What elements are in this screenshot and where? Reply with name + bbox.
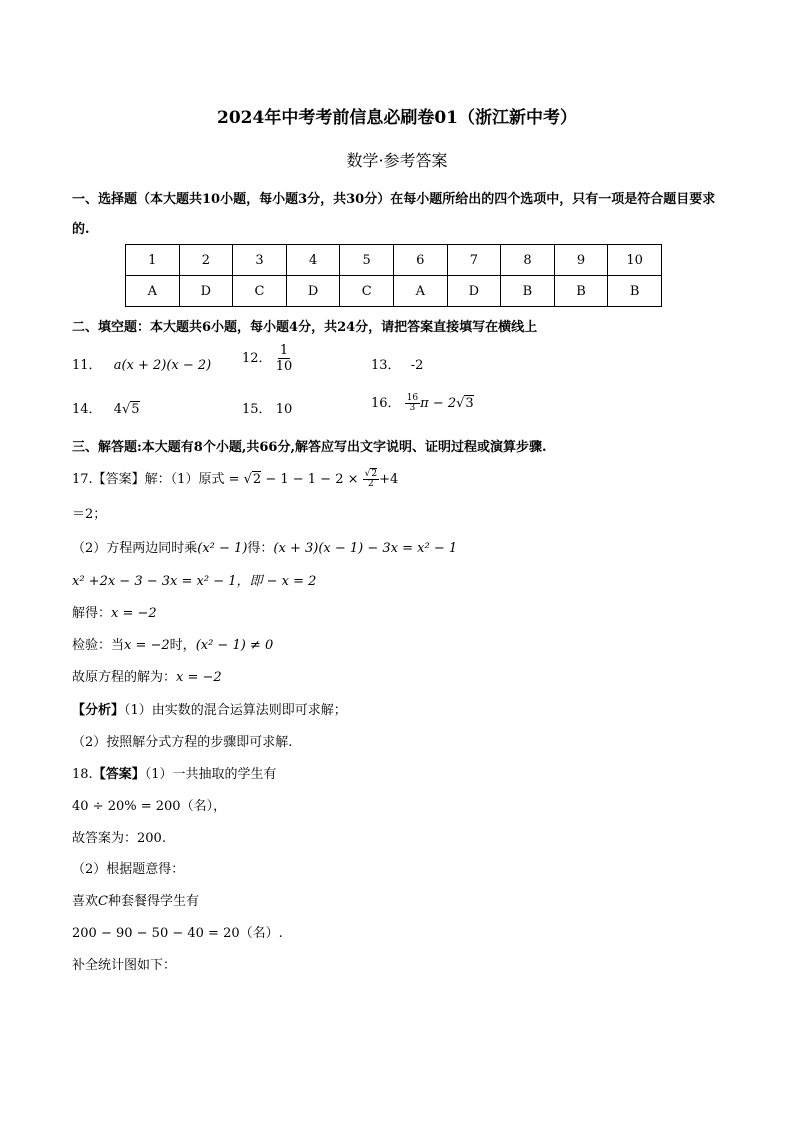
- q13-number: 13．: [371, 358, 401, 373]
- q17-line6-value: x = −2: [124, 638, 170, 653]
- page-subtitle: 数学·参考答案: [346, 151, 448, 170]
- q16-radicand: 3: [465, 396, 474, 411]
- q12-fraction-numerator: 1: [279, 343, 289, 358]
- q17-line7-solution: x = −2: [176, 670, 222, 685]
- q17-line1: 17.【答案】解：（1）原式 = √2 − 1 − 1 − 2 × $\frac{√2}{2}$ +4: [72, 469, 399, 489]
- table-cell: 2: [179, 245, 233, 276]
- q17-fraction-numerator: √2: [364, 469, 378, 479]
- q18-line5-letter: C: [98, 894, 108, 909]
- q16-fraction-numerator: 16: [406, 393, 419, 403]
- q18-line1: [72, 763, 276, 782]
- section2-heading: 二、填空题：本大题共6小题，每小题4分，共24分，请把答案直接填写在横线上: [72, 320, 538, 335]
- q17-radicand: 2: [252, 472, 262, 487]
- page-title: 2024年中考考前信息必刷卷01（浙江新中考）: [217, 108, 577, 128]
- q15-number: 15．: [242, 402, 272, 417]
- q17-line6-text: 检验：当: [72, 638, 125, 653]
- q17-fraction: [363, 470, 379, 489]
- q18-line6: 200 − 90 − 50 − 40 = 20（名）.: [72, 926, 283, 941]
- q15-answer: [242, 398, 292, 417]
- q18-line2: 40 ÷ 20% = 200（名），: [72, 799, 227, 814]
- q17-line5-text: 解得：: [72, 606, 112, 621]
- q17-analysis-line2: （2）按照解分式方程的步骤即可求解.: [72, 735, 293, 750]
- table-cell: 9: [554, 245, 608, 276]
- section1-heading: 一、选择题（本大题共10小题，每小题3分，共30分）在每小题所给出的四个选项中，只有一项是符合题目要求的.: [72, 192, 716, 237]
- table-cell: B: [501, 276, 555, 307]
- table-cell: 10: [608, 245, 662, 276]
- table-cell: 7: [447, 245, 501, 276]
- q17-line6-text2: 时，: [169, 638, 196, 653]
- section3-heading: 三、解答题:本大题有8个小题,共66分,解答应写出文字说明、证明过程或演算步骤.: [72, 440, 547, 455]
- table-cell: D: [447, 276, 501, 307]
- q18-line1-text: （1）一共抽取的学生有: [144, 767, 277, 782]
- q17-tail: +4: [379, 472, 399, 487]
- answer-row: [126, 276, 662, 307]
- q17-line5-solution: x = −2: [111, 606, 157, 621]
- q12-answer: [242, 343, 292, 374]
- q13-answer: [371, 354, 423, 373]
- q17-line5: [72, 602, 157, 621]
- q17-line6: [72, 634, 273, 653]
- table-cell: D: [286, 276, 340, 307]
- q11-number: 11．: [72, 358, 102, 373]
- q16-fraction: [405, 394, 420, 413]
- q18-line5: [72, 890, 199, 909]
- q17-fraction-denominator: 2: [368, 479, 374, 489]
- q12-number: 12．: [242, 351, 272, 366]
- q12-fraction-denominator: 10: [275, 359, 293, 374]
- table-cell: C: [340, 276, 394, 307]
- table-cell: 4: [286, 245, 340, 276]
- q18-number: 18.: [72, 767, 93, 782]
- q15-value: 10: [275, 402, 293, 417]
- q14-radicand: 5: [131, 402, 140, 417]
- q17-line7-text: 故原方程的解为：: [72, 670, 177, 685]
- table-cell: A: [393, 276, 447, 307]
- q17-line6-check: (x² − 1) ≠ 0: [195, 638, 274, 653]
- table-cell: D: [179, 276, 233, 307]
- q17-line2: ＝2；: [72, 507, 107, 522]
- table-cell: 8: [501, 245, 555, 276]
- q12-fraction: [276, 343, 293, 374]
- table-cell: 1: [126, 245, 180, 276]
- q14-answer: 14． 4√5: [72, 402, 140, 417]
- q17-line3-text2: 得：: [247, 541, 274, 556]
- q17-line3-factor: (x² − 1): [197, 541, 248, 556]
- choice-answer-table: [125, 244, 662, 307]
- q18-line3: 故答案为：200.: [72, 831, 166, 846]
- table-cell: 3: [233, 245, 287, 276]
- q16-pi-term: π − 2: [420, 396, 457, 411]
- table-cell: 6: [393, 245, 447, 276]
- q17-line3-text: （2）方程两边同时乘: [72, 541, 198, 556]
- q17-prefix: 17.【答案】解：（1）原式 =: [72, 472, 244, 487]
- q17-line4: x² +2x − 3 − 3x = x² − 1，即 − x = 2: [72, 574, 317, 589]
- table-cell: B: [554, 276, 608, 307]
- table-cell: C: [233, 276, 287, 307]
- q11-answer: [72, 354, 211, 373]
- q11-expression: a(x + 2)(x − 2): [113, 358, 212, 373]
- q17-middle: − 1 − 1 − 2 ×: [261, 472, 363, 487]
- question-number-row: [126, 245, 662, 276]
- q18-line7: 补全统计图如下：: [72, 958, 177, 973]
- q17-line3: [72, 537, 457, 556]
- q13-value: -2: [410, 358, 424, 373]
- q17-analysis-label: 【分析】: [72, 703, 125, 718]
- q18-answer-label: 【答案】: [92, 767, 145, 782]
- q14-number: 14．: [72, 402, 102, 417]
- q16-number: 16．: [371, 396, 401, 411]
- q18-line4: （2）根据题意得：: [72, 862, 185, 877]
- q17-fraction-radicand: 2: [371, 469, 378, 479]
- q18-line5-text: 喜欢: [72, 894, 99, 909]
- q17-line3-equation: (x + 3)(x − 1) − 3x = x² − 1: [273, 541, 458, 556]
- table-cell: B: [608, 276, 662, 307]
- q16-fraction-denominator: 3: [409, 403, 416, 413]
- q14-coefficient: 4: [113, 402, 122, 417]
- q17-analysis: [72, 699, 347, 718]
- q18-line5-text2: 种套餐得学生有: [107, 894, 199, 909]
- q17-analysis-text1: （1）由实数的混合运算法则即可求解；: [124, 703, 347, 718]
- q17-line7: [72, 666, 222, 685]
- table-cell: A: [126, 276, 180, 307]
- q16-answer: 16． $\frac{16}{3}$ π − 2√3: [371, 393, 474, 413]
- table-cell: 5: [340, 245, 394, 276]
